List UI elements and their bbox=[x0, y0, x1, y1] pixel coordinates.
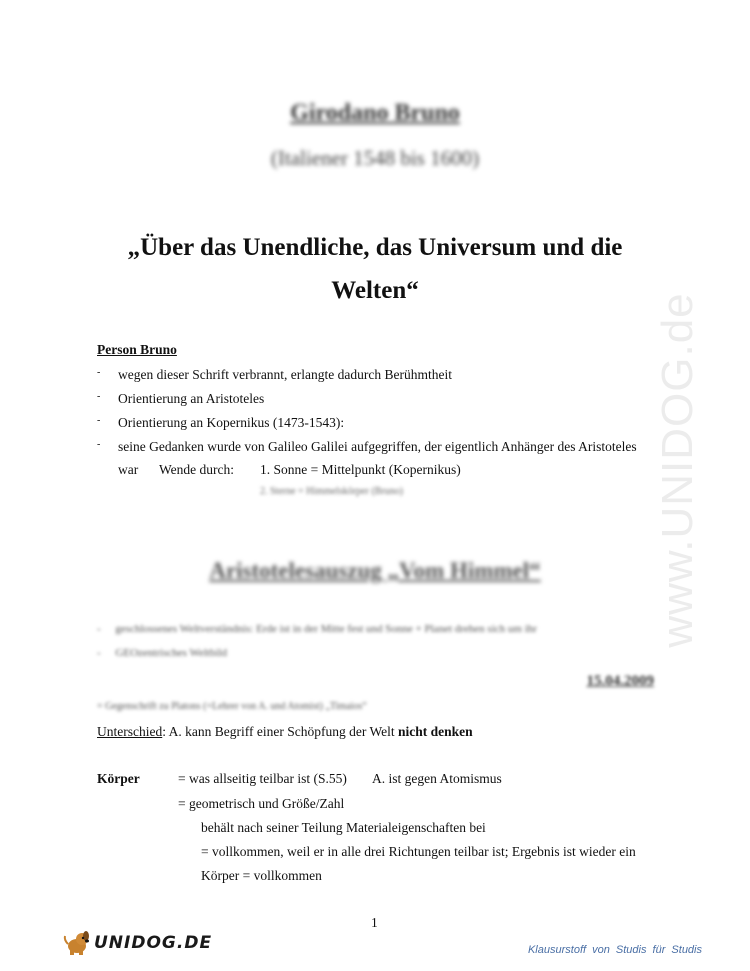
bullet-dash: - bbox=[97, 647, 101, 659]
footer-slogan: Klausurstoff von Studis für Studis bbox=[527, 944, 702, 956]
koerper-label: Körper bbox=[97, 771, 140, 786]
koerper-line-5: Körper = vollkommen bbox=[201, 868, 322, 883]
bullet-dash: - bbox=[97, 439, 101, 450]
wende-label: Wende durch: bbox=[159, 462, 235, 477]
bullet-text: wegen dieser Schrift verbrannt, erlangte dadurch Berühmtheit bbox=[118, 367, 452, 382]
koerper-line-3: behält nach seiner Teilung Materialeigenschaften bei bbox=[201, 820, 486, 835]
koerper-line-1b: A. ist gegen Atomismus bbox=[372, 771, 502, 786]
bullet-dash: - bbox=[97, 391, 101, 402]
bullet-text: GEOzentrisches Weltbild bbox=[115, 647, 228, 659]
difference-text: : A. kann Begriff einer Schöpfung der Welt bbox=[162, 724, 398, 739]
bullet-dash: - bbox=[97, 367, 101, 378]
blurred-bullet bbox=[97, 647, 227, 659]
bullet-text: Orientierung an Aristoteles bbox=[118, 391, 265, 406]
bullet-text: seine Gedanken wurde von Galileo Galilei aufgegriffen, der eigentlich Anhänger des Aristoteles bbox=[118, 439, 637, 454]
dog-icon bbox=[62, 930, 92, 956]
war-word: war bbox=[118, 462, 139, 477]
work-title: „Über das Unendliche, das Universum und die Welten“ bbox=[127, 234, 623, 304]
koerper-line-1a: = was allseitig teilbar ist (S.55) bbox=[178, 771, 347, 786]
difference-line bbox=[97, 724, 473, 740]
watermark: www.UNIDOG.de bbox=[653, 292, 702, 648]
bullet-dash: - bbox=[97, 623, 101, 635]
unidog-logo bbox=[62, 930, 212, 956]
blurred-bullet bbox=[97, 623, 537, 635]
bullet-dash: - bbox=[97, 415, 101, 426]
koerper-line-2: = geometrisch und Größe/Zahl bbox=[178, 796, 345, 811]
section-heading-aristoteles: Aristotelesauszug „Vom Himmel“ bbox=[209, 558, 541, 583]
bullet-text: Orientierung an Kopernikus (1473-1543): bbox=[118, 415, 345, 430]
document-title: Girodano Bruno bbox=[290, 100, 460, 126]
note-line: = Gegenschrift zu Platons (=Lehrer von A. und Atomist) „Timaios“ bbox=[97, 701, 367, 712]
document-subtitle: (Italiener 1548 bis 1600) bbox=[270, 146, 480, 170]
page-number: 1 bbox=[371, 915, 378, 930]
difference-label: Unterschied bbox=[97, 724, 163, 739]
logo-text: UNIDOG.DE bbox=[94, 933, 213, 953]
koerper-line-4: = vollkommen, weil er in alle drei Richtungen teilbar ist; Ergebnis ist wieder ein bbox=[201, 844, 636, 859]
difference-bold: nicht denken bbox=[397, 724, 473, 739]
wende-item-1: 1. Sonne = Mittelpunkt (Kopernikus) bbox=[260, 462, 461, 477]
wende-item-2: 2. Sterne = Himmelskörper (Bruno) bbox=[260, 486, 404, 497]
date-label: 15.04.2009 bbox=[586, 673, 654, 689]
bullet-text: geschlossenes Weltverständnis: Erde ist in der Mitte fest und Sonne + Planet drehen sich um ihr bbox=[115, 623, 537, 635]
section-heading-person: Person Bruno bbox=[97, 342, 177, 357]
